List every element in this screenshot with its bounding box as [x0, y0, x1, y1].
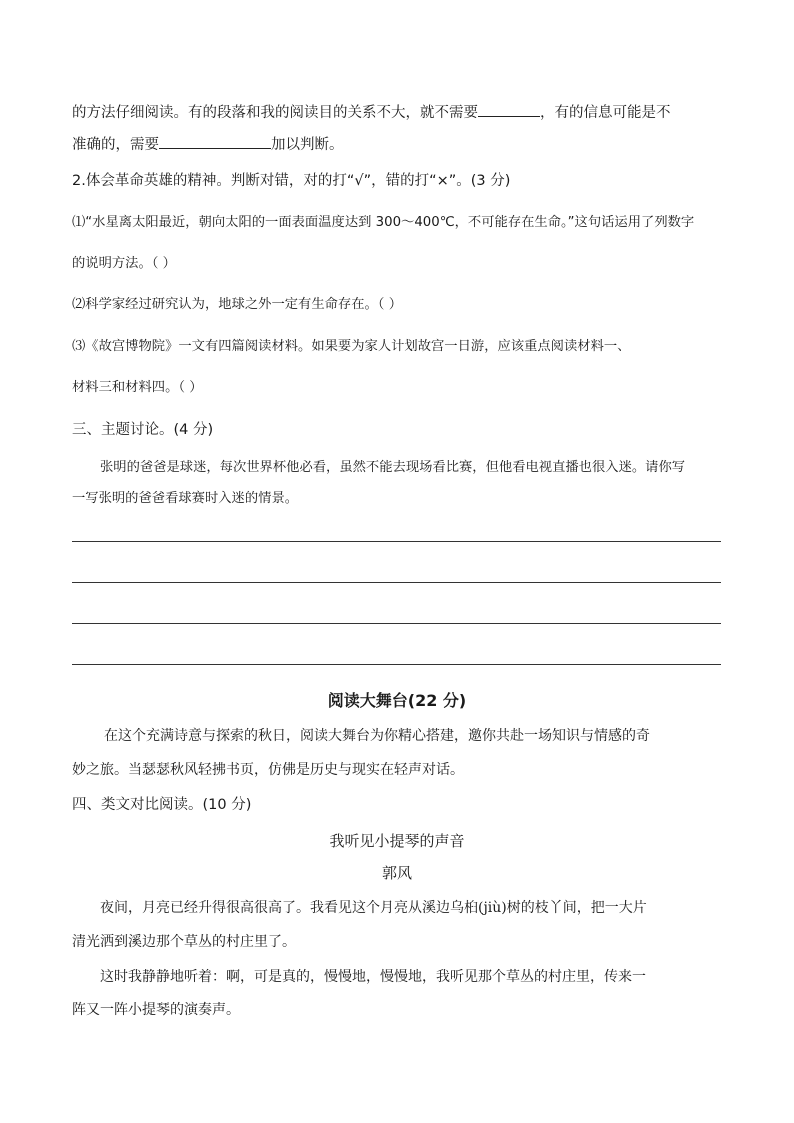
paragraph-1-line-1: 夜间，月亮已经升得很高很高了。我看见这个月亮从溪边乌桕(jiù)树的枝丫间，把一大片 — [100, 900, 647, 916]
text: 的方法仔细阅读。有的段落和我的阅读目的关系不大，就不需要 — [72, 105, 478, 121]
section-three-prompt-line-2: 一写张明的爸爸看球赛时入迷的情景。 — [72, 491, 299, 506]
section-three-heading: 三、主题讨论。(4 分) — [72, 422, 214, 438]
reading-stage-intro-line-1: 在这个充满诗意与探索的秋日，阅读大舞台为你精心搭建，邀你共赴一场知识与情感的奇 — [104, 728, 650, 744]
section-three-prompt-line-1: 张明的爸爸是球迷，每次世界杯他必看，虽然不能去现场看比赛，但他看电视直播也很入迷。请你写 — [100, 460, 686, 475]
text: 加以判断。 — [271, 137, 344, 153]
item-2[interactable]: ⑵科学家经过研究认为，地球之外一定有生命存在。（ ） — [72, 297, 402, 312]
section-two-continuation-line-1 — [72, 102, 722, 123]
section-two-continuation-line-2 — [72, 134, 722, 155]
answer-line-4[interactable] — [72, 664, 721, 665]
item-3-line-1: ⑶《故宫博物院》一文有四篇阅读材料。如果要为家人计划故宫一日游，应该重点阅读材料一、 — [72, 339, 631, 354]
question-2-label: 2.体会革命英雄的精神。判断对错，对的打“√”，错的打“×”。(3 分) — [72, 173, 511, 189]
reading-stage-intro-line-2: 妙之旅。当瑟瑟秋风轻拂书页，仿佛是历史与现实在轻声对话。 — [72, 762, 464, 778]
answer-line-3[interactable] — [72, 623, 721, 624]
section-four-heading: 四、类文对比阅读。(10 分) — [72, 797, 252, 813]
answer-blank-1[interactable] — [478, 102, 540, 117]
answer-line-2[interactable] — [72, 582, 721, 583]
text: ，有的信息可能是不 — [540, 105, 671, 121]
reading-stage-title: 阅读大舞台(22 分) — [327, 691, 467, 710]
item-1-line-2[interactable]: 的说明方法。（ ） — [72, 256, 176, 271]
answer-line-1[interactable] — [72, 541, 721, 542]
paragraph-2-line-1: 这时我静静地听着：啊，可是真的，慢慢地，慢慢地，我听见那个草丛的村庄里，传来一 — [100, 969, 646, 985]
paragraph-1-line-2: 清光洒到溪边那个草丛的村庄里了。 — [72, 934, 296, 950]
paragraph-2-line-2: 阵又一阵小提琴的演奏声。 — [72, 1002, 240, 1018]
item-1-line-1: ⑴“水星离太阳最近，朝向太阳的一面表面温度达到 300～400℃，不可能存在生命。”这句话运用了列数字 — [72, 215, 695, 230]
article-title: 我听见小提琴的声音 — [329, 832, 465, 850]
answer-blank-2[interactable] — [159, 134, 271, 149]
article-author: 郭风 — [381, 864, 412, 882]
item-3-line-2[interactable]: 材料三和材料四。（ ） — [72, 380, 203, 395]
text: 准确的，需要 — [72, 137, 159, 153]
